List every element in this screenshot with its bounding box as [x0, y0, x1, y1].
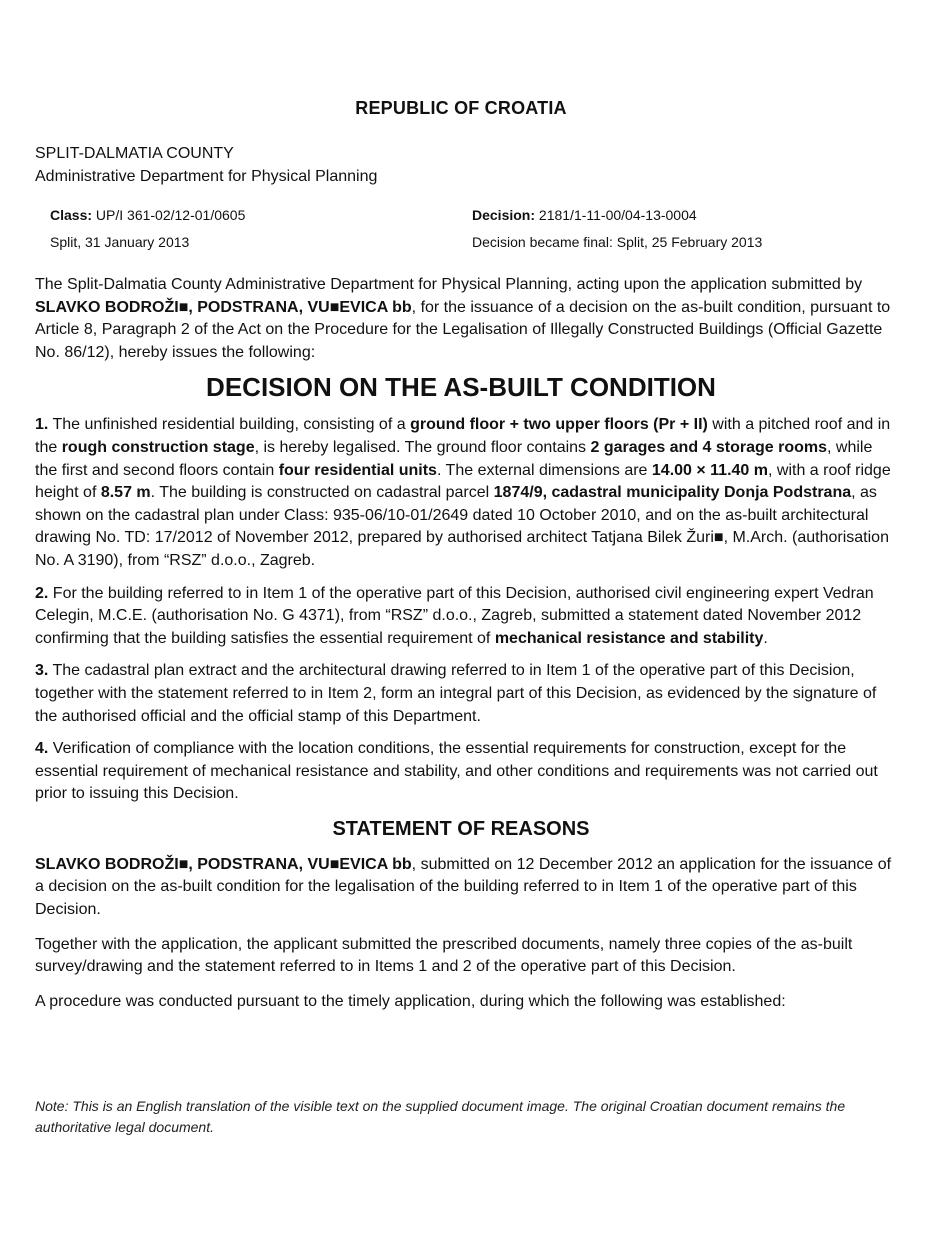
- item-number: 4.: [35, 740, 49, 758]
- item-text: The cadastral plan extract and the architectural drawing referred to in Item 1 of the operative part of this Decision, together with the statement referred to in Item 2, form an integral part of this Decision, as evidenced by the signature of the authorised official and the official stamp of this Department.: [35, 662, 877, 725]
- republic-heading: REPUBLIC OF CROATIA: [355, 98, 567, 118]
- department-name: Administrative Department for Physical Planning: [35, 168, 378, 185]
- county-name: SPLIT-DALMATIA COUNTY: [35, 145, 234, 162]
- item-text: with a pitched roof and in the: [35, 416, 891, 456]
- item-text: Verification of compliance with the location conditions, the essential requirements for construction, except for the essential requirement of mechanical resistance and stability, and other conditions and requirements was not carried out prior to issuing this Decision.: [35, 740, 878, 803]
- decision-title: DECISION ON THE AS-BUILT CONDITION: [206, 372, 716, 403]
- item-bold: 8.57 m: [100, 484, 151, 502]
- translation-note: Note: This is an English translation of the visible text on the supplied document image. The original Croatian document remains the authoritative legal document.: [35, 1098, 846, 1135]
- item-bold: 2 garages and 4 storage rooms: [590, 438, 828, 456]
- decision-value: 2181/1-11-00/04-13-0004: [535, 207, 697, 223]
- reasons-title: STATEMENT OF REASONS: [332, 817, 590, 840]
- item-number: 3.: [35, 662, 49, 680]
- class-line: [50, 202, 245, 229]
- reasons-text: , submitted on 12 December 2012 an application for the issuance of a decision on the as-built condition for the legalisation of the building referred to in Item 1 of the operative part of this Decision.: [35, 855, 892, 919]
- applicant-name: SLAVKO BODROŽI■, PODSTRANA, VU■EVICA bb: [35, 855, 412, 873]
- intro-paragraph: [35, 274, 893, 364]
- item-text: . The building is constructed on cadastral parcel: [150, 484, 494, 502]
- reasons-paragraph-3: A procedure was conducted pursuant to the timely application, during which the following was established:: [35, 992, 786, 1010]
- class-label: Class:: [50, 207, 93, 223]
- item-text: The unfinished residential building, consisting of a: [48, 416, 411, 434]
- decision-item-3: [35, 660, 893, 728]
- item-bold: 1874/9, cadastral municipality Donja Podstrana: [493, 484, 852, 502]
- issuing-authority: [35, 142, 377, 188]
- item-text: .: [763, 629, 768, 647]
- item-bold: mechanical resistance and stability: [494, 629, 764, 647]
- item-number: 1.: [35, 416, 49, 434]
- reasons-paragraph-1: [35, 854, 893, 922]
- item-bold: ground floor + two upper floors (Pr + II): [410, 416, 708, 434]
- item-bold: 14.00 × 11.40 m: [651, 461, 768, 479]
- item-number: 2.: [35, 584, 49, 602]
- item-bold: rough construction stage: [61, 438, 255, 456]
- final-date: Decision became final: Split, 25 February 2013: [472, 234, 763, 250]
- item-text: , is hereby legalised. The ground floor contains: [254, 438, 591, 456]
- item-text: , with a roof ridge height of: [35, 461, 891, 502]
- decision-label: Decision:: [472, 207, 536, 223]
- class-value: UP/I 361-02/12-01/0605: [92, 207, 246, 223]
- decision-item-1: [35, 414, 893, 572]
- item-text: , as shown on the cadastral plan under Class: 935-06/10-01/2649 dated 10 October 2010, and on the as-built architectural drawing No. TD: 17/2012 of November 2012, prepared by authorised architect Tatjana Bilek Žuri■, M.Arch. (authorisation No. A 3190), from “RSZ” d.o.o., Zagreb.: [35, 484, 889, 569]
- meta-left: [50, 202, 245, 256]
- item-bold: four residential units: [278, 461, 437, 479]
- document-body: [35, 274, 893, 1025]
- item-text: For the building referred to in Item 1 of the operative part of this Decision, authorised civil engineering expert Vedran Celegin, M.C.E. (authorisation No. G 4371), from “RSZ” d.o.o., Zagreb, submitted a statement dated November 2012 confirming that the building satisfies the essential requirement of: [35, 584, 874, 647]
- reasons-paragraph-2: Together with the application, the applicant submitted the prescribed documents, namely three copies of the as-built survey/drawing and the statement referred to in Items 1 and 2 of the operative part of this Decision.: [35, 935, 853, 976]
- intro-text: , for the issuance of a decision on the as-built condition, pursuant to Article 8, Paragraph 2 of the Act on the Procedure for the Legalisation of Illegally Constructed Buildings (Official Gazette No. 86/12), hereby issues the following:: [35, 298, 891, 361]
- item-text: . The external dimensions are: [436, 461, 652, 479]
- intro-text: The Split-Dalmatia County Administrative Department for Physical Planning, acting upon the application submitted by: [35, 276, 863, 293]
- place-date: Split, 31 January 2013: [50, 234, 190, 250]
- meta-right: [472, 202, 762, 256]
- decision-item-2: [35, 583, 893, 651]
- decision-line: [472, 202, 762, 229]
- item-text: , while the first and second floors contain: [35, 438, 873, 479]
- applicant-name: SLAVKO BODROŽI■, PODSTRANA, VU■EVICA bb: [35, 298, 412, 316]
- decision-item-4: [35, 738, 893, 806]
